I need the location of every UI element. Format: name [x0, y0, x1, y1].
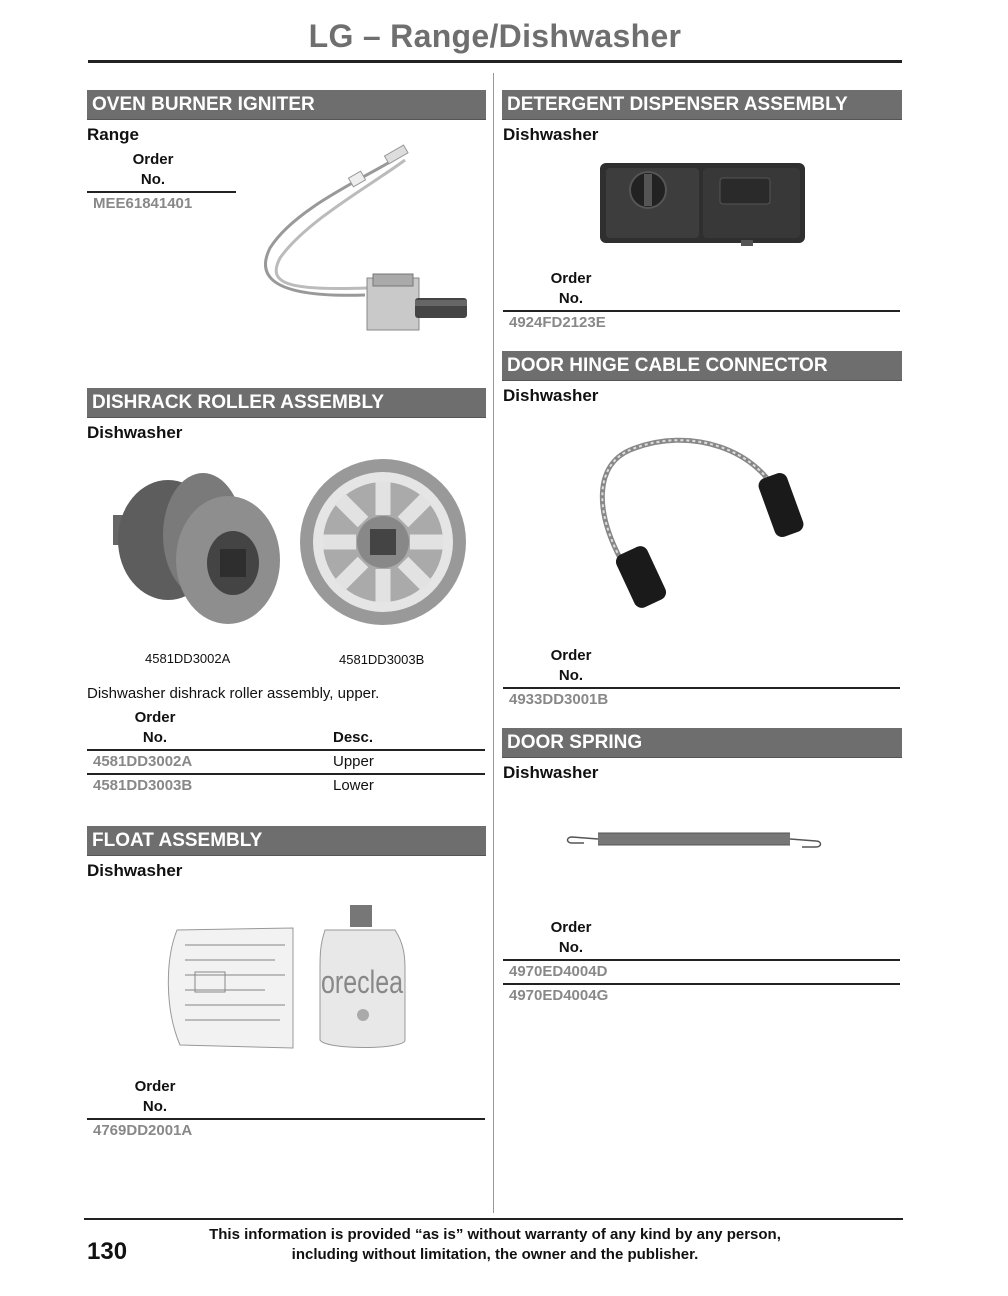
- igniter-image: [255, 148, 475, 338]
- table-rule: [503, 983, 900, 985]
- part-number: 4970ED4004D: [509, 963, 608, 980]
- roller-lower-image: [298, 455, 468, 630]
- table-rule: [503, 687, 900, 689]
- part-desc: Upper: [333, 753, 374, 770]
- section-header-dishrack-roller: DISHRACK ROLLER ASSEMBLY: [87, 388, 486, 418]
- roller-upper-image: [108, 465, 283, 637]
- part-number: MEE61841401: [93, 195, 193, 212]
- appliance-label: Dishwasher: [87, 861, 183, 880]
- table-rule: [87, 191, 236, 193]
- door-hinge-cable-image: [590, 430, 815, 615]
- order-no-header: Order No.: [134, 1078, 176, 1115]
- section-header-float-assembly: FLOAT ASSEMBLY: [87, 826, 486, 856]
- order-no-header: Order No.: [132, 151, 174, 188]
- order-no-header: Order No.: [550, 919, 592, 956]
- detergent-dispenser-image: [598, 160, 808, 250]
- table-rule: [87, 773, 485, 775]
- section-header-oven-burner-igniter: OVEN BURNER IGNITER: [87, 90, 486, 120]
- footer-rule: [84, 1218, 903, 1220]
- desc-header: Desc.: [333, 729, 374, 746]
- image-caption: 4581DD3003B: [339, 652, 425, 667]
- disclaimer: This information is provided “as is” without warranty of any kind by any person, including without limitation, the owner and the publisher.: [209, 1226, 781, 1263]
- part-number: 4924FD2123E: [509, 314, 606, 331]
- title-rule: [88, 60, 902, 63]
- float-package-text: oreclea: [321, 964, 404, 1000]
- float-assembly-image: [165, 900, 415, 1055]
- part-number: 4933DD3001B: [509, 691, 609, 708]
- order-no-header: Order No.: [550, 270, 592, 307]
- column-divider: [493, 73, 494, 1213]
- table-rule: [503, 959, 900, 961]
- part-number: 4581DD3003B: [93, 777, 193, 794]
- table-rule: [87, 749, 485, 751]
- table-rule: [87, 1118, 485, 1120]
- section-header-detergent-dispenser: DETERGENT DISPENSER ASSEMBLY: [502, 90, 902, 120]
- page-title: LG – Range/Dishwasher: [308, 18, 682, 54]
- part-desc: Lower: [333, 777, 374, 794]
- part-number: 4581DD3002A: [93, 753, 193, 770]
- part-number: 4970ED4004G: [509, 987, 609, 1004]
- section-header-door-hinge-cable: DOOR HINGE CABLE CONNECTOR: [502, 351, 902, 381]
- appliance-label: Dishwasher: [503, 125, 599, 144]
- door-spring-image: [564, 828, 829, 852]
- part-description: Dishwasher dishrack roller assembly, upper.: [87, 685, 380, 702]
- image-caption: 4581DD3002A: [145, 651, 231, 666]
- part-number: 4769DD2001A: [93, 1122, 193, 1139]
- appliance-label: Dishwasher: [503, 386, 599, 405]
- table-rule: [503, 310, 900, 312]
- section-header-door-spring: DOOR SPRING: [502, 728, 902, 758]
- appliance-label: Range: [87, 125, 139, 144]
- appliance-label: Dishwasher: [503, 763, 599, 782]
- appliance-label: Dishwasher: [87, 423, 183, 442]
- order-no-header: Order No.: [550, 647, 592, 684]
- page-number: 130: [87, 1238, 128, 1265]
- order-no-header: Order No.: [134, 709, 176, 746]
